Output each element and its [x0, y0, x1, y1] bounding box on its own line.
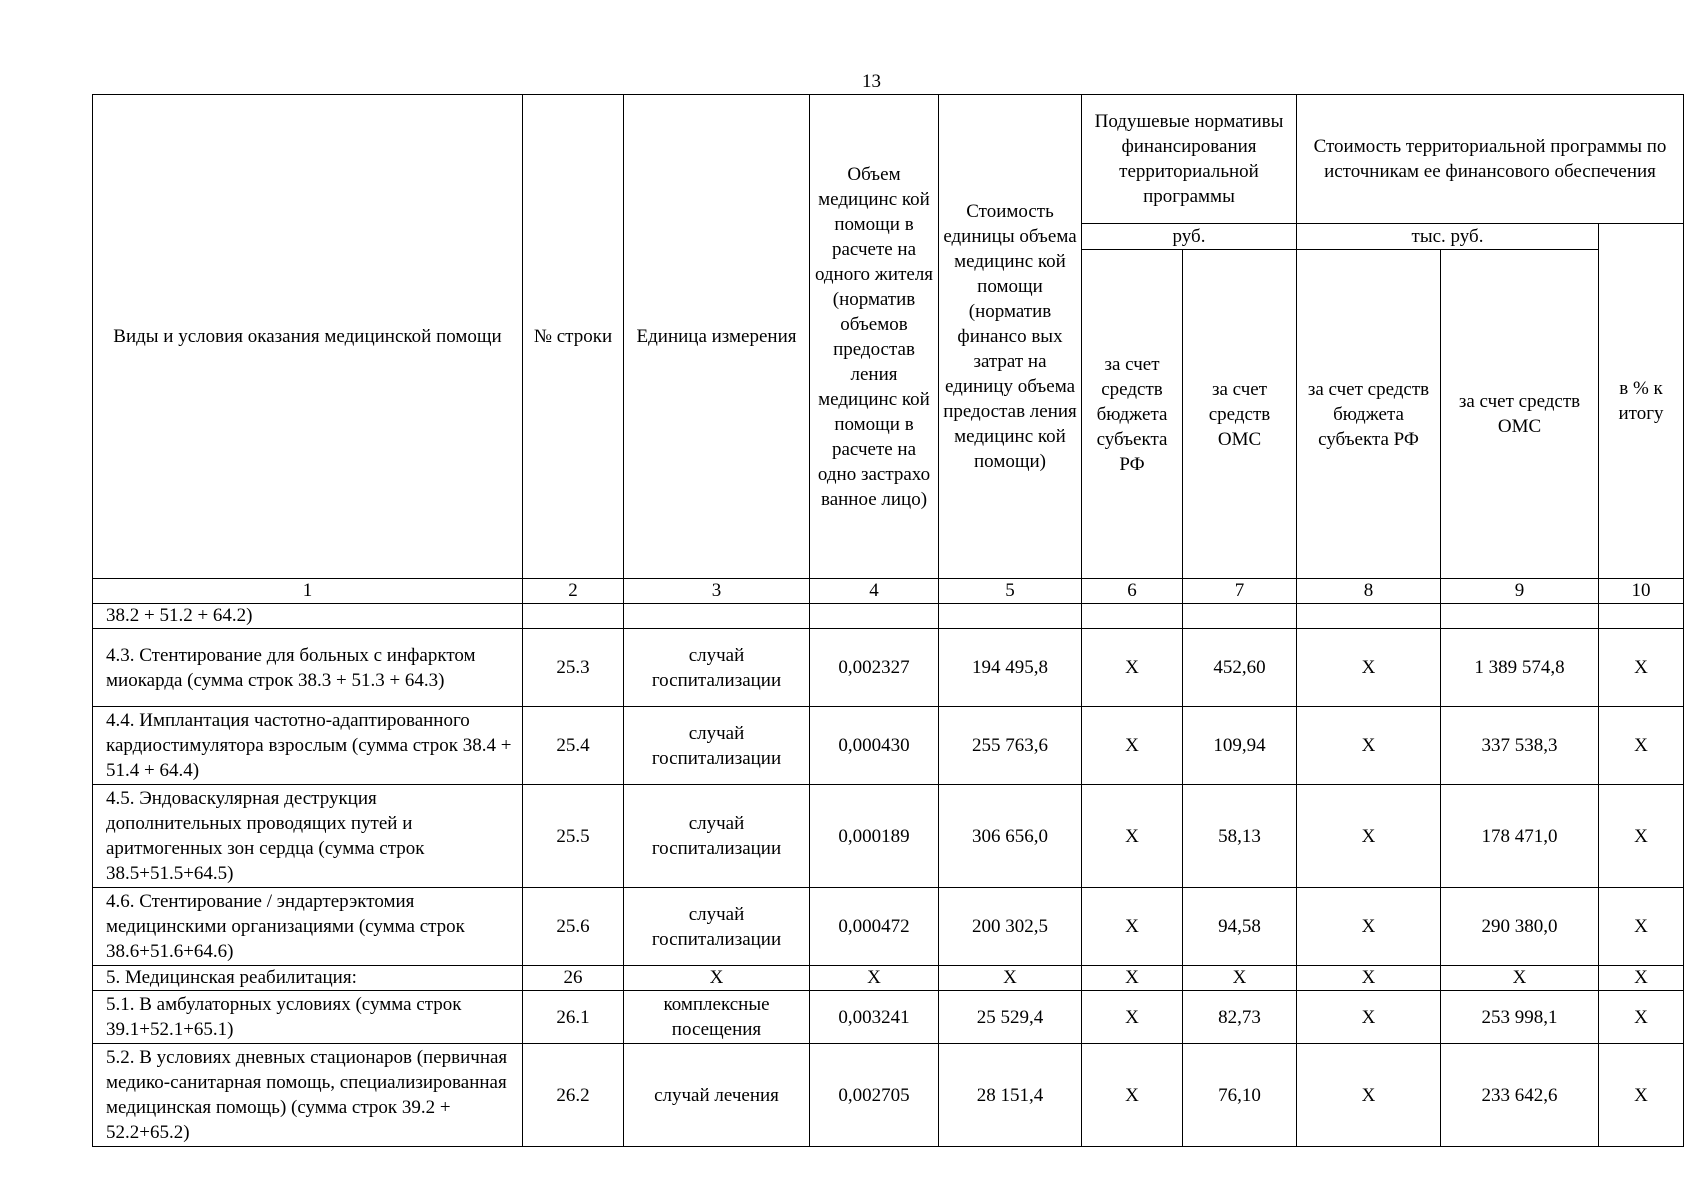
row-percent: Х	[1599, 785, 1684, 888]
row-unit: случай госпитализации	[624, 629, 810, 707]
header-unit-rub: руб.	[1082, 224, 1297, 250]
row-pc-oms: 94,58	[1183, 888, 1297, 966]
continuation-text: 38.2 + 51.2 + 64.2)	[93, 604, 523, 629]
column-number: 6	[1082, 579, 1183, 604]
header-volume: Объем медицинс кой помощи в расчете на одного жителя (норматив объемов предостав ления медицинс кой помощи в расчете на одно застрахо ванное лицо)	[810, 95, 939, 579]
row-cost: 25 529,4	[939, 991, 1082, 1044]
row-tp-budget: Х	[1297, 888, 1441, 966]
header-tp-budget: за счет средств бюджета субъекта РФ	[1297, 250, 1441, 579]
row-volume: 0,002327	[810, 629, 939, 707]
row-pc-oms: 82,73	[1183, 991, 1297, 1044]
row-unit: случай лечения	[624, 1044, 810, 1147]
row-tp-budget: Х	[1297, 1044, 1441, 1147]
table-row	[93, 785, 1684, 888]
row-tp-budget: Х	[1297, 991, 1441, 1044]
row-cost: 28 151,4	[939, 1044, 1082, 1147]
row-pc-budget: Х	[1082, 888, 1183, 966]
row-tp-budget: Х	[1297, 966, 1441, 991]
row-number: 26.1	[523, 991, 624, 1044]
column-number: 7	[1183, 579, 1297, 604]
row-tp-oms: 1 389 574,8	[1441, 629, 1599, 707]
row-unit: комплексные посещения	[624, 991, 810, 1044]
column-number: 8	[1297, 579, 1441, 604]
row-number: 25.5	[523, 785, 624, 888]
header-types: Виды и условия оказания медицинской помощи	[93, 95, 523, 579]
row-unit: случай госпитализации	[624, 785, 810, 888]
row-tp-budget: Х	[1297, 629, 1441, 707]
row-tp-oms: 337 538,3	[1441, 707, 1599, 785]
column-number: 3	[624, 579, 810, 604]
column-number: 4	[810, 579, 939, 604]
row-pc-budget: Х	[1082, 991, 1183, 1044]
column-numbers-row	[93, 579, 1684, 604]
header-program-cost-group: Стоимость территориальной программы по источникам ее финансового обеспечения	[1297, 95, 1684, 224]
row-tp-oms: Х	[1441, 966, 1599, 991]
row-tp-oms: 290 380,0	[1441, 888, 1599, 966]
row-percent: Х	[1599, 888, 1684, 966]
table-row	[93, 629, 1684, 707]
column-number: 2	[523, 579, 624, 604]
financing-table	[92, 94, 1684, 1147]
row-pc-budget: Х	[1082, 1044, 1183, 1147]
header-unit-cost: Стоимость единицы объема медицинс кой помощи (норматив финансо вых затрат на единицу объема предостав ления медицинс кой помощи)	[939, 95, 1082, 579]
row-number: 26.2	[523, 1044, 624, 1147]
row-pc-oms: 58,13	[1183, 785, 1297, 888]
row-tp-oms: 233 642,6	[1441, 1044, 1599, 1147]
header-pc-budget: за счет средств бюджета субъекта РФ	[1082, 250, 1183, 579]
row-percent: Х	[1599, 991, 1684, 1044]
row-tp-oms: 178 471,0	[1441, 785, 1599, 888]
row-name: 4.4. Имплантация частотно-адаптированного кардиостимулятора взрослым (сумма строк 38.4 + 51.4 + 64.4)	[93, 707, 523, 785]
row-cost: 255 763,6	[939, 707, 1082, 785]
row-pc-oms: Х	[1183, 966, 1297, 991]
header-unit-thousand-rub: тыс. руб.	[1297, 224, 1599, 250]
row-pc-oms: 76,10	[1183, 1044, 1297, 1147]
row-pc-budget: Х	[1082, 966, 1183, 991]
row-percent: Х	[1599, 966, 1684, 991]
table-row	[93, 888, 1684, 966]
header-per-capita-group: Подушевые нормативы финансирования территориальной программы	[1082, 95, 1297, 224]
row-name: 5.2. В условиях дневных стационаров (первичная медико-санитарная помощь, специализированная медицинская помощь) (сумма строк 39.2 + 52.2+65.2)	[93, 1044, 523, 1147]
row-name: 4.5. Эндоваскулярная деструкция дополнительных проводящих путей и аритмогенных зон сердца (сумма строк 38.5+51.5+64.5)	[93, 785, 523, 888]
column-number: 10	[1599, 579, 1684, 604]
row-tp-budget: Х	[1297, 785, 1441, 888]
row-percent: Х	[1599, 707, 1684, 785]
row-volume: 0,000430	[810, 707, 939, 785]
page-number: 13	[862, 71, 881, 92]
column-number: 9	[1441, 579, 1599, 604]
row-name: 5. Медицинская реабилитация:	[93, 966, 523, 991]
row-cost: 194 495,8	[939, 629, 1082, 707]
header-percent-total: в % к итогу	[1599, 224, 1684, 579]
continuation-row	[93, 604, 1684, 629]
row-name: 4.3. Стентирование для больных с инфарктом миокарда (сумма строк 38.3 + 51.3 + 64.3)	[93, 629, 523, 707]
column-number: 5	[939, 579, 1082, 604]
row-pc-budget: Х	[1082, 629, 1183, 707]
row-cost: 200 302,5	[939, 888, 1082, 966]
row-pc-budget: Х	[1082, 785, 1183, 888]
row-number: 25.3	[523, 629, 624, 707]
table-row	[93, 707, 1684, 785]
header-row-number: № строки	[523, 95, 624, 579]
column-number: 1	[93, 579, 523, 604]
row-tp-oms: 253 998,1	[1441, 991, 1599, 1044]
row-name: 5.1. В амбулаторных условиях (сумма строк 39.1+52.1+65.1)	[93, 991, 523, 1044]
row-number: 25.6	[523, 888, 624, 966]
header-pc-oms: за счет средств ОМС	[1183, 250, 1297, 579]
table-row	[93, 966, 1684, 991]
row-volume: Х	[810, 966, 939, 991]
row-cost: 306 656,0	[939, 785, 1082, 888]
row-pc-budget: Х	[1082, 707, 1183, 785]
row-volume: 0,000189	[810, 785, 939, 888]
row-percent: Х	[1599, 1044, 1684, 1147]
header-unit: Единица измерения	[624, 95, 810, 579]
row-unit: случай госпитализации	[624, 888, 810, 966]
table-row	[93, 991, 1684, 1044]
row-tp-budget: Х	[1297, 707, 1441, 785]
row-pc-oms: 109,94	[1183, 707, 1297, 785]
row-name: 4.6. Стентирование / эндартерэктомия медицинскими организациями (сумма строк 38.6+51.6+64.6)	[93, 888, 523, 966]
row-number: 26	[523, 966, 624, 991]
row-unit: Х	[624, 966, 810, 991]
row-volume: 0,002705	[810, 1044, 939, 1147]
header-tp-oms: за счет средств ОМС	[1441, 250, 1599, 579]
row-volume: 0,000472	[810, 888, 939, 966]
row-pc-oms: 452,60	[1183, 629, 1297, 707]
table-row	[93, 1044, 1684, 1147]
row-volume: 0,003241	[810, 991, 939, 1044]
row-percent: Х	[1599, 629, 1684, 707]
row-unit: случай госпитализации	[624, 707, 810, 785]
row-number: 25.4	[523, 707, 624, 785]
row-cost: Х	[939, 966, 1082, 991]
